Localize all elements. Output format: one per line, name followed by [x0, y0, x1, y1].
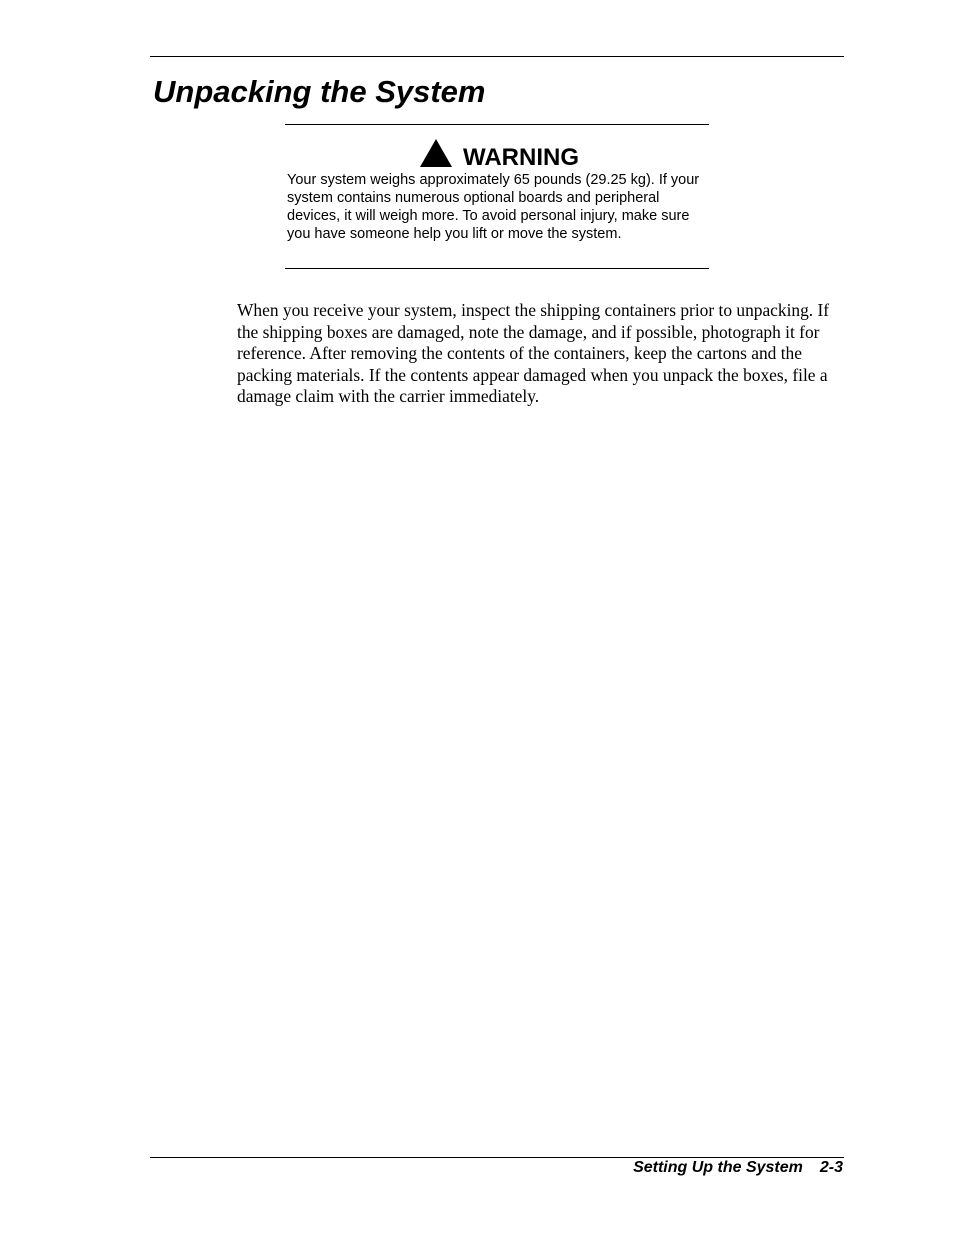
warning-notice	[285, 124, 709, 269]
page-footer	[633, 1158, 843, 1178]
header-rule	[150, 56, 844, 57]
warning-heading	[419, 136, 579, 171]
warning-triangle-icon	[419, 138, 453, 168]
footer-section-title: Setting Up the System	[633, 1159, 803, 1176]
warning-text: Your system weighs approximately 65 pounds (29.25 kg). If your system contains numerous optional boards and peripheral devices, it will weigh more. To avoid personal injury, make sure you have someone help you lift or move the system.	[287, 172, 700, 242]
body-paragraph: When you receive your system, inspect the shipping containers prior to unpacking. If the shipping boxes are damaged, note the damage, and if possible, photograph it for reference. After removing the contents of the containers, keep the cartons and the packing materials. If the contents appear damaged when you unpack the boxes, file a damage claim with the carrier immediately.	[237, 300, 830, 406]
warning-label: WARNING	[463, 144, 579, 171]
footer-page-number: 2-3	[819, 1159, 843, 1176]
page-title: Unpacking the System	[153, 74, 486, 109]
